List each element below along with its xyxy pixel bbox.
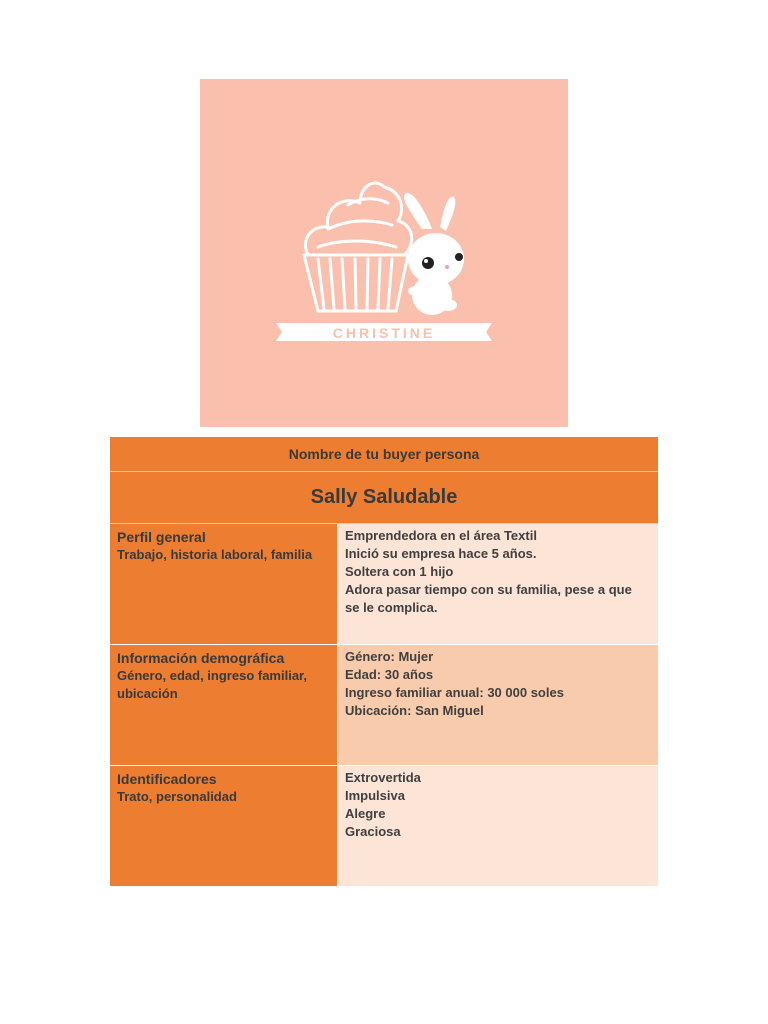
row-sublabel: Trato, personalidad	[117, 789, 237, 804]
table-row-informacion-demografica	[110, 645, 658, 766]
value-line: Inició su empresa hace 5 años.	[345, 546, 537, 561]
row-label: Perfil general	[117, 529, 206, 545]
brand-text: CHRISTINE	[332, 325, 436, 341]
row-label: Identificadores	[117, 771, 217, 787]
value-line: Graciosa	[345, 824, 401, 839]
buyer-persona-table	[110, 437, 658, 887]
row-value-cell	[338, 645, 658, 765]
value-line: Género: Mujer	[345, 649, 434, 664]
persona-name: Sally Saludable	[110, 472, 658, 524]
row-sublabel: Género, edad, ingreso familiar,	[117, 668, 308, 683]
value-line: Alegre	[345, 806, 386, 821]
value-line: Impulsiva	[345, 788, 405, 803]
row-label: Información demográfica	[117, 650, 285, 666]
value-line: se le complica.	[345, 600, 438, 615]
row-label-cell	[110, 766, 338, 886]
value-line: Emprendedora en el área Textil	[345, 528, 537, 543]
row-sublabel: Trabajo, historia laboral, familia	[117, 547, 313, 562]
value-line: Extrovertida	[345, 770, 421, 785]
row-sublabel: ubicación	[117, 686, 178, 701]
brand-logo	[200, 79, 568, 427]
table-header: Nombre de tu buyer persona	[110, 437, 658, 472]
cupcake-icon	[304, 183, 412, 311]
row-label-cell	[110, 524, 338, 644]
value-line: Ubicación: San Miguel	[345, 703, 484, 718]
value-line: Soltera con 1 hijo	[345, 564, 454, 579]
value-line: Ingreso familiar anual: 30 000 soles	[345, 685, 564, 700]
row-value-cell	[338, 766, 658, 886]
logo-graphic	[200, 79, 568, 427]
value-line: Edad: 30 años	[345, 667, 434, 682]
table-row-identificadores	[110, 766, 658, 887]
row-value-cell	[338, 524, 658, 644]
bunny-icon	[404, 193, 464, 315]
row-label-cell	[110, 645, 338, 765]
table-row-perfil-general	[110, 524, 658, 645]
value-line: Adora pasar tiempo con su familia, pese a que	[345, 582, 632, 597]
